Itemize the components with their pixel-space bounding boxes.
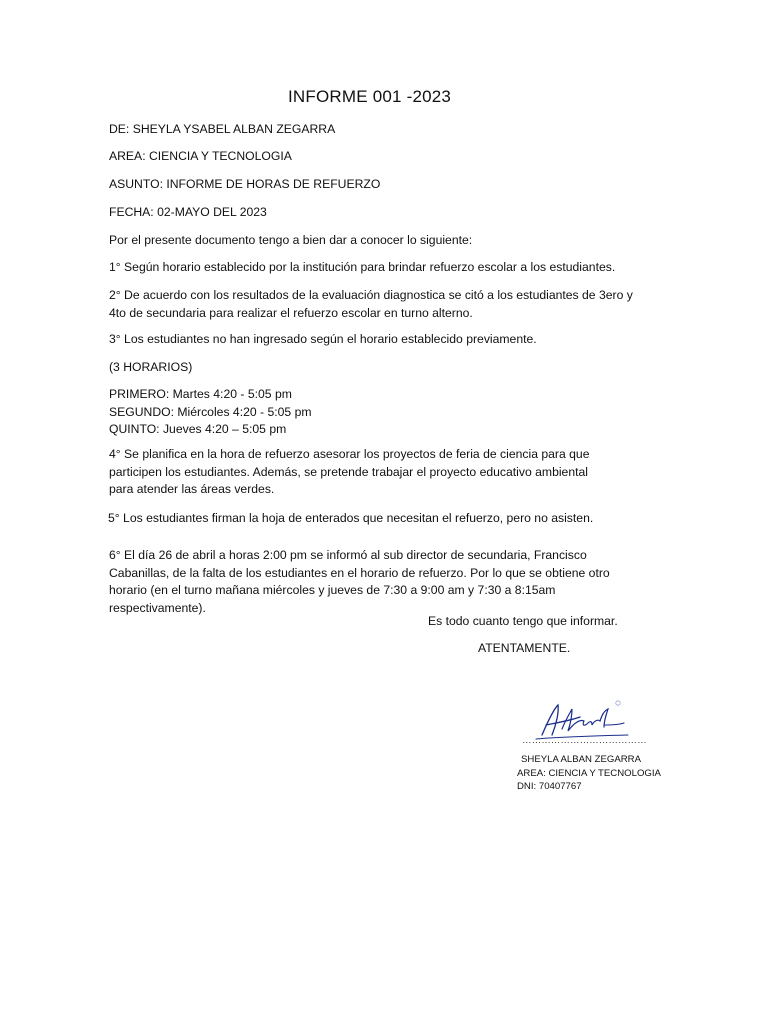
document-title: INFORME 001 -2023 xyxy=(288,87,452,106)
intro-paragraph: Por el presente documento tengo a bien dar a conocer lo siguiente: xyxy=(109,233,473,247)
horario-item: SEGUNDO: Miércoles 4:20 - 5:05 pm xyxy=(109,404,312,419)
point-6-line: respectivamente). xyxy=(109,600,206,615)
point-6-line: 6° El día 26 de abril a horas 2:00 pm se informó al sub director de secundaria, Francisco xyxy=(109,548,587,562)
signature-area: AREA: CIENCIA Y TECNOLOGIA xyxy=(517,768,661,779)
point-5: 5° Los estudiantes firman la hoja de enterados que necesitan el refuerzo, pero no asisten. xyxy=(108,511,594,525)
point-4-line: 4° Se planifica en la hora de refuerzo asesorar los proyectos de feria de ciencia para que xyxy=(109,447,590,461)
point-4-line: participen los estudiantes. Además, se pretende trabajar el proyecto educativo ambiental xyxy=(109,464,588,479)
subject-line: ASUNTO: INFORME DE HORAS DE REFUERZO xyxy=(109,177,381,191)
signature-dots: ………………………………… xyxy=(522,735,647,746)
date-line: FECHA: 02-MAYO DEL 2023 xyxy=(109,205,267,219)
closing-text: Es todo cuanto tengo que informar. xyxy=(428,614,618,628)
point-3: 3° Los estudiantes no han ingresado según el horario establecido previamente. xyxy=(109,332,537,346)
point-4-line: para atender las áreas verdes. xyxy=(109,482,275,496)
point-6 xyxy=(109,547,610,617)
point-6-line: horario (en el turno mañana miércoles y jueves de 7:30 a 9:00 am y 7:30 a 8:15am xyxy=(109,583,556,597)
from-line: DE: SHEYLA YSABEL ALBAN ZEGARRA xyxy=(109,122,336,136)
atentamente-text: ATENTAMENTE. xyxy=(478,641,571,655)
point-4 xyxy=(109,446,589,499)
point-6-line: Cabanillas, de la falta de los estudiantes en el horario de refuerzo. Por lo que se obtiene otro xyxy=(109,565,610,580)
point-2 xyxy=(109,287,633,322)
horario-item: QUINTO: Jueves 4:20 – 5:05 pm xyxy=(109,422,287,436)
point-1: 1° Según horario establecido por la institución para brindar refuerzo escolar a los estudiantes. xyxy=(109,260,616,274)
horario-item: PRIMERO: Martes 4:20 - 5:05 pm xyxy=(109,387,292,401)
point-2-line: 2° De acuerdo con los resultados de la evaluación diagnostica se citó a los estudiantes de 3ero y xyxy=(109,288,633,302)
area-line: AREA: CIENCIA Y TECNOLOGIA xyxy=(109,149,292,163)
point-2-line: 4to de secundaria para realizar el refuerzo escolar en turno alterno. xyxy=(109,305,473,320)
signature-dni: DNI: 70407767 xyxy=(517,781,582,792)
horarios-label: (3 HORARIOS) xyxy=(109,360,193,374)
signature-name: SHEYLA ALBAN ZEGARRA xyxy=(521,754,641,765)
horarios-list xyxy=(109,386,312,439)
